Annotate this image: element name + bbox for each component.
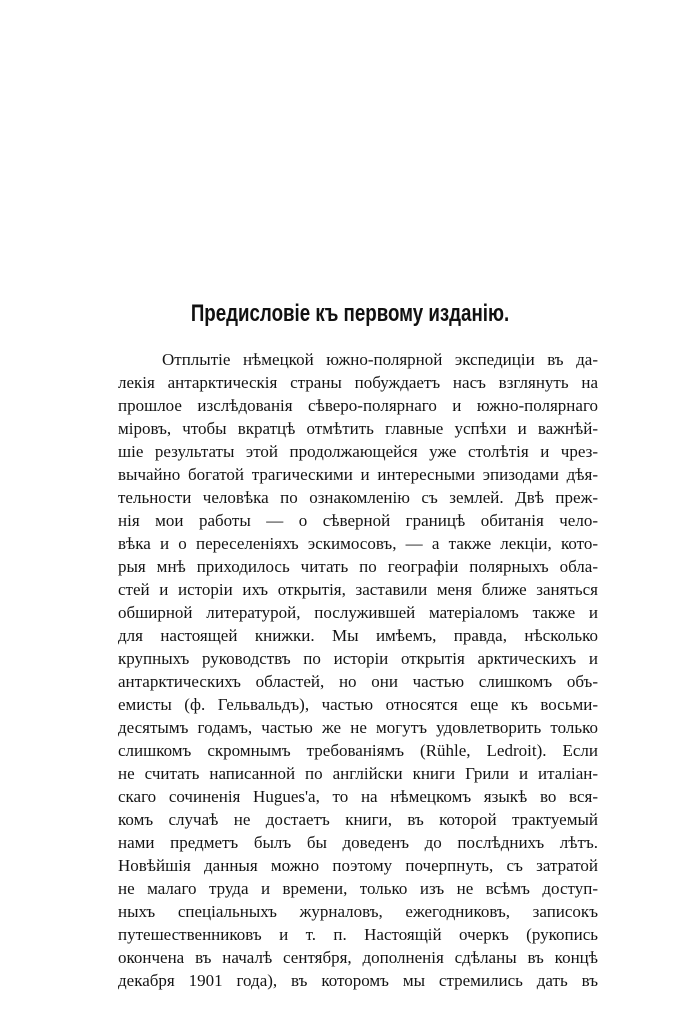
text-line: вѣка и о переселеніяхъ эскимосовъ, — а также лекціи, кото-	[118, 534, 598, 553]
text-line: нами предметъ былъ бы доведенъ до послѣднихъ лѣтъ.	[118, 833, 598, 852]
text-line: комъ случаѣ не достаетъ книги, въ которой трактуемый	[118, 810, 598, 829]
text-line: не малаго труда и времени, только изъ не всѣмъ доступ-	[118, 879, 598, 898]
text-line: лекія антарктическія страны побуждаетъ насъ взглянуть на	[118, 373, 598, 392]
text-line: Новѣйшія данныя можно поэтому почерпнуть, съ затратой	[118, 856, 598, 875]
text-line: міровъ, чтобы вкратцѣ отмѣтить главные успѣхи и важнѣй-	[118, 419, 598, 438]
text-line: Отплытіе нѣмецкой южно-полярной экспедиціи въ да-	[162, 350, 598, 369]
text-line: слишкомъ скромнымъ требованіямъ (Rühle, Ledroit). Если	[118, 741, 598, 760]
text-line: путешественниковъ и т. п. Настоящій очеркъ (рукопись	[118, 925, 598, 944]
text-line: емисты (ф. Гельвальдъ), частью относятся еще къ восьми-	[118, 695, 598, 714]
text-line: для настоящей книжки. Мы имѣемъ, правда, нѣсколько	[118, 626, 598, 645]
text-line: крупныхъ руководствъ по исторіи открытія арктическихъ и	[118, 649, 598, 668]
text-line: окончена въ началѣ сентября, дополненія сдѣланы въ концѣ	[118, 948, 598, 967]
preface-paragraph	[118, 348, 598, 992]
text-line: десятымъ годамъ, частью же не могутъ удовлетворить только	[118, 718, 598, 737]
text-line: декабря 1901 года), въ которомъ мы стремились дать въ	[118, 971, 598, 990]
text-line: скаго сочиненія Hugues'а, то на нѣмецкомъ языкѣ во вся-	[118, 787, 598, 806]
text-line: антарктическихъ областей, но они частью слишкомъ объ-	[118, 672, 598, 691]
text-line: рыя мнѣ приходилось читать по географіи полярныхъ обла-	[118, 557, 598, 576]
text-line: обширной литературой, послужившей матеріаломъ также и	[118, 603, 598, 622]
text-line: прошлое изслѣдованія сѣверо-полярнаго и южно-полярнаго	[118, 396, 598, 415]
text-line: нія мои работы — о сѣверной границѣ обитанія чело-	[118, 511, 598, 530]
text-line: шіе результаты этой продолжающейся уже столѣтія и чрез-	[118, 442, 598, 461]
page-heading: Предисловіе къ первому изданію.	[190, 300, 510, 327]
text-line: не считать написанной по англійски книги Грили и италіан-	[118, 764, 598, 783]
text-line: вычайно богатой трагическими и интересными эпизодами дѣя-	[118, 465, 598, 484]
text-line: стей и исторіи ихъ открытія, заставили меня ближе заняться	[118, 580, 598, 599]
text-line: ныхъ спеціальныхъ журналовъ, ежегодниковъ, записокъ	[118, 902, 598, 921]
text-line: тельности человѣка по ознакомленію съ землей. Двѣ преж-	[118, 488, 598, 507]
